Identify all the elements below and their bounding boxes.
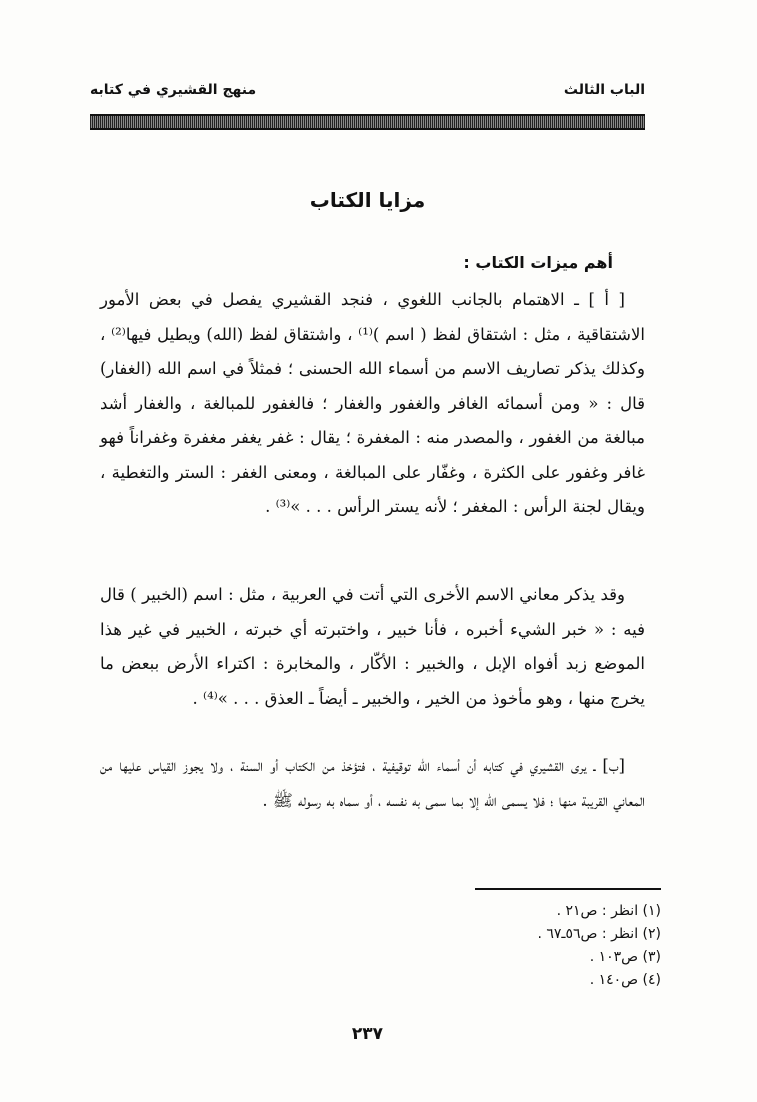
- page-number: ٢٣٧: [351, 1024, 384, 1044]
- chapter-title: الباب الثالث: [563, 82, 645, 98]
- paragraph-a: [100, 283, 645, 525]
- section-title: مزايا الكتاب: [309, 188, 426, 213]
- footnote-2: (٢) انظر : ص٥٦ـ٦٧ .: [537, 926, 661, 942]
- footnote-1: (١) انظر : ص٢١ .: [556, 903, 661, 919]
- paragraph-text: [ أ ] ـ الاهتمام بالجانب اللغوي ، فنجد القشيري يفصل في بعض الأمور الاشتقاقية ، مثل : اشتقاق لفظ ( اسم )⁽¹⁾ ، واشتقاق لفظ (الله) ويطيل فيها⁽²⁾ ، وكذلك يذكر تصاريف الاسم من أسماء الله الحسنى ؛ فمثلاً في اسم الله (الغفار) قال : « ومن أسمائه الغافر والغفور والغفار ؛ فالغفور للمبالغة ، والغفار أشد مبالغة من الغفور ، والمصدر منه : المغفرة ؛ يقال : غفر يغفر مغفرة وغفراناً فهو غافر وغفور على الكثرة ، وغفّار على المبالغة ، ومعنى الغفر : الستر والتغطية ، ويقال لجنة الرأس : المغفر ؛ لأنه يستر الرأس . . . »⁽³⁾ .: [100, 290, 646, 516]
- book-title: منهج القشيري في كتابه: [90, 82, 257, 98]
- running-header: [90, 82, 645, 106]
- paragraph-a-continued: [100, 578, 645, 716]
- subheading: أهم ميزات الكتاب :: [463, 253, 613, 272]
- footnote-divider: [475, 888, 661, 890]
- footnotes: [361, 900, 661, 992]
- paragraph-text: وقد يذكر معاني الاسم الأخرى التي أتت في العربية ، مثل : اسم (الخبير ) قال فيه : « خبر الشيء أخبره ، فأنا خبير ، واختبرته أي خبرته ، الخبير في غير هذا الموضع زبد أفواه الإبل ، والخبير : الأكّار ، والمخابرة : اكتراء الأرض ببعض ما يخرج منها ، وهو مأخوذ من الخير ، والخبير ـ أيضاً ـ العذق . . . »⁽⁴⁾ .: [100, 585, 645, 708]
- paragraph-b: [100, 749, 645, 818]
- footnote-4: (٤) ص١٤٠ .: [589, 972, 661, 988]
- paragraph-text: [ب] ـ يرى القشيري في كتابه أن أسماء الله توقيفية ، فتؤخذ من الكتاب أو السنة ، ولا يجوز القياس عليها من المعاني القريبة منها ؛ فلا يسمى الله إلا بما سمى به نفسه ، أو سماه به رسوله ﷺ .: [100, 756, 645, 810]
- footnote-3: (٣) ص١٠٣ .: [589, 949, 661, 965]
- header-rule: [90, 114, 645, 130]
